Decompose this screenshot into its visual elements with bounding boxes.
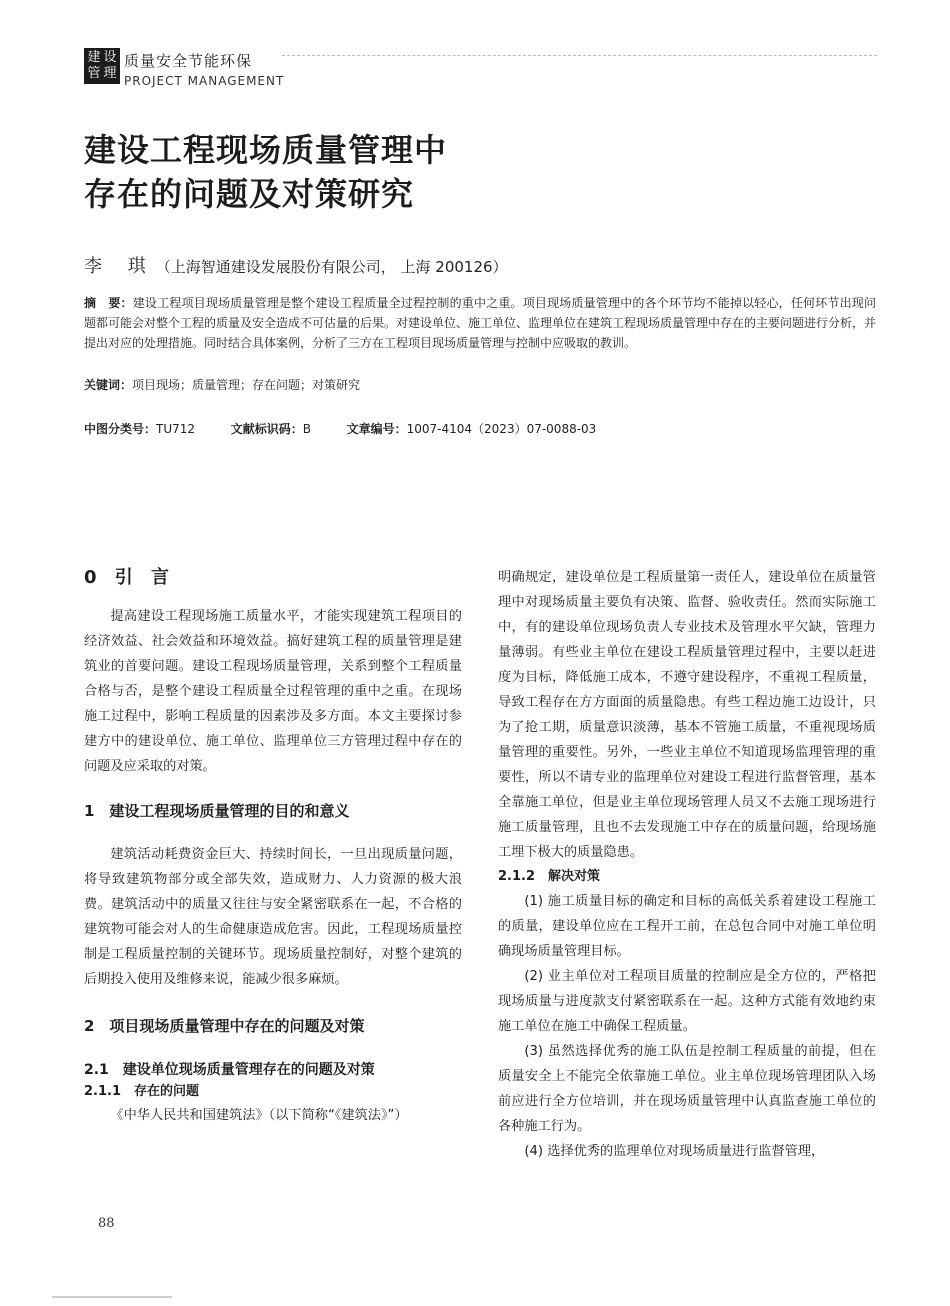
section-heading-2-1: 2.1 建设单位现场质量管理存在的问题及对策 <box>84 1062 375 1078</box>
footer-rule <box>52 1296 172 1298</box>
abstract-text: 建设工程项目现场质量管理是整个建设工程质量全过程控制的重中之重。项目现场质量管理中的各个环节均不能掉以轻心，任何环节出现问题都可能会对整个工程的质量及安全造成不可估量的后果。对建设单位、施工单位、监理单位在建筑工程现场质量管理中存在的主要问题进行分析，并提出对应的处理措施。同时结合具体案例，分析了三方在工程项目现场质量管理与控制中应吸取的教训。 <box>84 296 877 350</box>
measure-item-3: (3) 虽然选择优秀的施工队伍是控制工程质量的前提，但在质量安全上不能完全依靠施工单位。业主单位现场管理团队入场前应进行全方位培训，并在现场质量管理中认真监查施工单位的各种施工行为。 <box>498 1044 876 1134</box>
section-1-paragraph: 建筑活动耗费资金巨大、持续时间长，一旦出现质量问题，将导致建筑物部分或全部失效，造成财力、人力资源的极大浪费。建筑活动中的质量又往往与安全紧密联系在一起，不合格的建筑物可能会对人的生命健康造成危害。因此，工程现场质量控制是工程质量控制的关键环节。现场质量控制好，对整个建筑的后期投入使用及维修来说，能减少很多麻烦。 <box>84 847 462 987</box>
clc-label: 中图分类号： <box>84 422 157 436</box>
section-2-1-1-paragraph: 《中华人民共和国建筑法》（以下简称“《建筑法》”） <box>110 1108 408 1123</box>
abstract <box>84 293 876 353</box>
section-title: 质量安全节能环保 <box>124 52 253 70</box>
section-heading-1: 1 建设工程现场质量管理的目的和意义 <box>84 802 350 820</box>
section-heading-2-1-2: 2.1.2 解决对策 <box>498 869 601 884</box>
right-column <box>498 565 876 1164</box>
doc-code-value: B <box>302 422 311 436</box>
journal-logo <box>84 48 120 84</box>
keywords <box>84 376 360 393</box>
logo-char: 理 <box>103 66 117 81</box>
logo-char: 管 <box>87 66 101 81</box>
left-column <box>84 565 462 1128</box>
article-number-label: 文章编号： <box>346 422 407 436</box>
author-name: 李 琪 <box>84 256 156 277</box>
abstract-label: 摘 要： <box>84 296 133 310</box>
header-divider <box>282 55 877 56</box>
measure-item-4: (4) 选择优秀的监理单位对现场质量进行监督管理， <box>524 1144 825 1159</box>
measure-item-2: (2) 业主单位对工程项目质量的控制应是全方位的，严格把现场质量与进度款支付紧密联系在一起。这种方式能有效地约束施工单位在施工中确保工程质量。 <box>498 969 876 1034</box>
page-number: 88 <box>98 1216 115 1231</box>
section-heading-2-1-1: 2.1.1 存在的问题 <box>84 1084 200 1099</box>
author-line <box>84 252 508 278</box>
section-heading-intro: 0 引 言 <box>84 567 176 588</box>
journal-name: PROJECT MANAGEMENT <box>124 74 285 88</box>
author-affiliation: （上海智通建设发展股份有限公司， 上海 200126） <box>155 258 508 276</box>
article-number-value: 1007-4104（2023）07-0088-03 <box>406 422 597 436</box>
intro-paragraph: 提高建设工程现场施工质量水平，才能实现建筑工程项目的经济效益、社会效益和环境效益。搞好建筑工程的质量管理是建筑业的首要问题。建设工程现场质量管理，关系到整个工程质量合格与否，是整个建设工程质量全过程管理的重中之重。在现场施工过程中，影响工程质量的因素涉及多方面。本文主要探讨参建方中的建设单位、施工单位、监理单位三方管理过程中存在的问题及应采取的对策。 <box>84 609 462 774</box>
article-title <box>84 128 447 216</box>
classification-info <box>84 420 596 437</box>
keywords-label: 关键词： <box>84 378 133 392</box>
clc-value: TU712 <box>156 422 196 436</box>
logo-char: 建 <box>87 50 101 65</box>
title-line-1: 建设工程现场质量管理中 <box>84 131 448 169</box>
doc-code-label: 文献标识码： <box>230 422 303 436</box>
keywords-text: 项目现场；质量管理；存在问题；对策研究 <box>132 378 361 392</box>
logo-char: 设 <box>103 50 117 65</box>
measure-item-1: (1) 施工质量目标的确定和目标的高低关系着建设工程施工的质量，建设单位应在工程开工前，在总包合同中对施工单位明确现场质量管理目标。 <box>498 894 876 959</box>
title-line-2: 存在的问题及对策研究 <box>84 175 415 213</box>
continued-paragraph: 明确规定，建设单位是工程质量第一责任人，建设单位在质量管理中对现场质量主要负有决策、监督、验收责任。然而实际施工中，有的建设单位现场负责人专业技术及管理水平欠缺，管理力量薄弱。有些业主单位在建设工程质量管理过程中，主要以赶进度为目标，降低施工成本，不遵守建设程序，不重视工程质量，导致工程存在方方面面的质量隐患。有些工程边施工边设计，只为了抢工期，质量意识淡薄，基本不管施工质量，不重视现场质量管理的重要性。另外，一些业主单位不知道现场监理管理的重要性，所以不请专业的监理单位对建设工程进行监督管理，基本全靠施工单位，但是业主单位现场管理人员又不去施工现场进行施工质量管理，且也不去发现施工中存在的质量问题，给现场施工埋下极大的质量隐患。 <box>498 570 876 860</box>
section-heading-2: 2 项目现场质量管理中存在的问题及对策 <box>84 1017 365 1035</box>
